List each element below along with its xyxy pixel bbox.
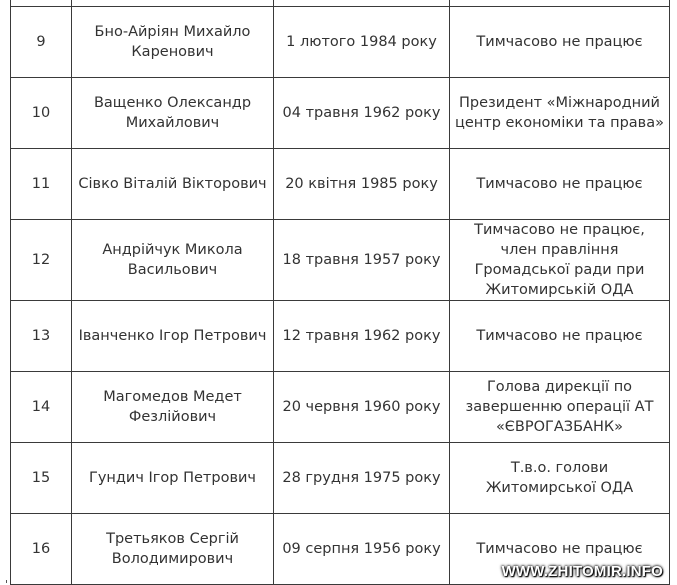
employment-status: Президент «Міжнародний центр економіки та права» [450,78,670,149]
employment-status: Тимчасово не працює, член правління Громадської ради при Житомирській ОДА [450,220,670,301]
row-number: 9 [11,7,72,78]
table-row [11,7,670,78]
birth-date: 1 лютого 1984 року [274,7,450,78]
site-watermark: WWW.ZHITOMIR.INFO [501,563,663,580]
employment-status: Голова дирекції по завершенню операції АТ «ЄВРОГАЗБАНК» [450,372,670,443]
person-name: Іванченко Ігор Петрович [72,301,274,372]
person-name: Сівко Віталій Вікторович [72,149,274,220]
person-name: Ващенко Олександр Михайлович [72,78,274,149]
row-number: 16 [11,514,72,585]
employment-status: Тимчасово не працює [450,301,670,372]
row-number: 15 [11,443,72,514]
employment-status: Т.в.о. голови Житомирської ОДА [450,443,670,514]
birth-date: 04 травня 1962 року [274,78,450,149]
officials-table [10,0,670,585]
person-name: Андрійчук Микола Васильович [72,220,274,301]
row-number: 12 [11,220,72,301]
row-number: 10 [11,78,72,149]
table-row [11,372,670,443]
employment-status: Тимчасово не працює [450,514,670,585]
person-name: Третьяков Сергій Володимирович [72,514,274,585]
birth-date: 12 травня 1962 року [274,301,450,372]
birth-date: 20 червня 1960 року [274,372,450,443]
table-row [11,443,670,514]
employment-status: Тимчасово не працює [450,7,670,78]
row-number: 14 [11,372,72,443]
birth-date: 20 квітня 1985 року [274,149,450,220]
person-name: Гундич Ігор Петрович [72,443,274,514]
table-row [11,149,670,220]
birth-date: 09 серпня 1956 року [274,514,450,585]
person-name: Магомедов Медет Фезлійович [72,372,274,443]
birth-date: 28 грудня 1975 року [274,443,450,514]
officials-table-container [10,0,669,585]
birth-date: 18 травня 1957 року [274,220,450,301]
person-name: Бно-Айріян Михайло Каренович [72,7,274,78]
table-row [11,301,670,372]
row-number: 11 [11,149,72,220]
table-row [11,220,670,301]
employment-status: Тимчасово не працює [450,149,670,220]
page-edge-mark [6,580,7,583]
table-row [11,78,670,149]
row-number: 13 [11,301,72,372]
